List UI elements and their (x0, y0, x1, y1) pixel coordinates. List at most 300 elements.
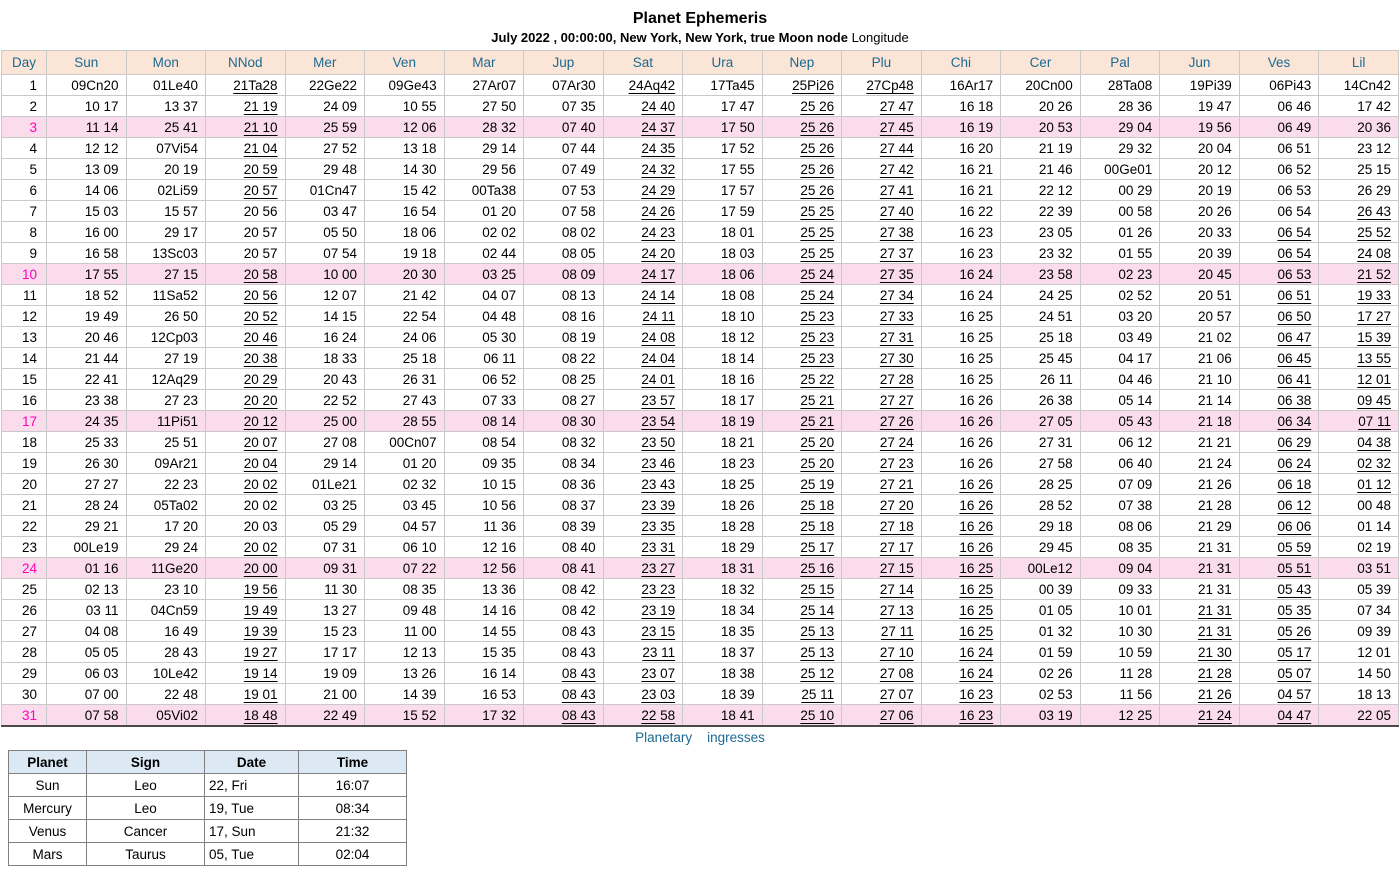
ephemeris-cell-jun: 21 29 (1160, 516, 1240, 537)
ephemeris-cell-jun: 21 18 (1160, 411, 1240, 432)
ephemeris-cell-sun: 11 14 (47, 117, 127, 138)
ephemeris-cell-jun: 20 51 (1160, 285, 1240, 306)
ephemeris-cell-chi: 16 26 (921, 495, 1001, 516)
ephemeris-cell-plu: 27 11 (842, 621, 922, 642)
day-cell: 8 (2, 222, 47, 243)
ephemeris-row-11 (2, 285, 1399, 306)
ephemeris-cell-plu: 27 40 (842, 201, 922, 222)
ephemeris-cell-chi: 16 26 (921, 516, 1001, 537)
ephemeris-cell-nep: 25 22 (762, 369, 842, 390)
ephemeris-cell-sat: 23 15 (603, 621, 683, 642)
ephemeris-cell-lil: 25 52 (1319, 222, 1399, 243)
ephemeris-cell-mar: 07 33 (444, 390, 524, 411)
ephemeris-cell-ves: 06 54 (1239, 222, 1319, 243)
ephemeris-cell-ven: 21 42 (365, 285, 445, 306)
ephemeris-cell-jun: 21 26 (1160, 474, 1240, 495)
ephemeris-cell-jup: 07 49 (524, 159, 604, 180)
column-header-plu: Plu (842, 51, 922, 75)
ephemeris-cell-nep: 25 23 (762, 348, 842, 369)
ephemeris-row-2 (2, 96, 1399, 117)
ephemeris-cell-lil: 17 27 (1319, 306, 1399, 327)
ephemeris-cell-cer: 25 45 (1001, 348, 1081, 369)
ephemeris-cell-sun: 17 55 (47, 264, 127, 285)
ephemeris-cell-jup: 08 43 (524, 705, 604, 727)
ingress-header-time: Time (299, 751, 407, 774)
ephemeris-cell-pal: 06 40 (1080, 453, 1160, 474)
ephemeris-cell-nep: 25 24 (762, 285, 842, 306)
ephemeris-cell-mon: 20 19 (126, 159, 206, 180)
ephemeris-cell-chi: 16 26 (921, 411, 1001, 432)
ephemeris-cell-jup: 08 19 (524, 327, 604, 348)
ephemeris-cell-sun: 16 58 (47, 243, 127, 264)
ephemeris-cell-ves: 05 51 (1239, 558, 1319, 579)
ephemeris-cell-jun: 21 06 (1160, 348, 1240, 369)
ephemeris-cell-jup: 08 43 (524, 642, 604, 663)
ephemeris-cell-ura: 17 47 (683, 96, 763, 117)
day-cell: 30 (2, 684, 47, 705)
column-header-sun: Sun (47, 51, 127, 75)
ephemeris-cell-chi: 16 24 (921, 285, 1001, 306)
ephemeris-cell-sat: 24 40 (603, 96, 683, 117)
ephemeris-cell-lil: 07 34 (1319, 600, 1399, 621)
ephemeris-cell-chi: 16 25 (921, 600, 1001, 621)
ephemeris-cell-nep: 25 26 (762, 180, 842, 201)
ephemeris-cell-ura: 18 38 (683, 663, 763, 684)
ephemeris-cell-pal: 03 20 (1080, 306, 1160, 327)
ephemeris-cell-ven: 15 42 (365, 180, 445, 201)
ephemeris-cell-nnod: 20 02 (206, 495, 286, 516)
ephemeris-body (2, 75, 1399, 727)
ephemeris-row-16 (2, 390, 1399, 411)
ephemeris-cell-ves: 06 24 (1239, 453, 1319, 474)
ephemeris-cell-pal: 00Ge01 (1080, 159, 1160, 180)
ephemeris-cell-lil: 07 11 (1319, 411, 1399, 432)
ephemeris-cell-ura: 18 32 (683, 579, 763, 600)
ephemeris-row-8 (2, 222, 1399, 243)
ephemeris-cell-cer: 22 12 (1001, 180, 1081, 201)
ephemeris-cell-nep: 25 26 (762, 159, 842, 180)
ephemeris-cell-ura: 18 12 (683, 327, 763, 348)
ephemeris-cell-mon: 07Vi54 (126, 138, 206, 159)
ephemeris-cell-jup: 08 39 (524, 516, 604, 537)
ephemeris-cell-sat: 24 17 (603, 264, 683, 285)
ephemeris-row-3 (2, 117, 1399, 138)
ephemeris-cell-jup: 07 44 (524, 138, 604, 159)
ephemeris-cell-pal: 00 58 (1080, 201, 1160, 222)
ephemeris-cell-nnod: 19 39 (206, 621, 286, 642)
ephemeris-cell-chi: 16 26 (921, 390, 1001, 411)
ephemeris-cell-mer: 21 00 (285, 684, 365, 705)
column-header-lil: Lil (1319, 51, 1399, 75)
ephemeris-cell-lil: 14 50 (1319, 663, 1399, 684)
ephemeris-cell-cer: 20 26 (1001, 96, 1081, 117)
ephemeris-cell-nnod: 20 56 (206, 201, 286, 222)
ephemeris-row-30 (2, 684, 1399, 705)
ephemeris-cell-ven: 22 54 (365, 306, 445, 327)
ephemeris-cell-cer: 27 31 (1001, 432, 1081, 453)
ephemeris-cell-jun: 20 57 (1160, 306, 1240, 327)
ephemeris-cell-cer: 24 51 (1001, 306, 1081, 327)
ephemeris-cell-nep: 25 20 (762, 432, 842, 453)
ephemeris-cell-plu: 27 10 (842, 642, 922, 663)
ephemeris-cell-cer: 26 38 (1001, 390, 1081, 411)
ephemeris-cell-jup: 08 42 (524, 579, 604, 600)
ephemeris-cell-mer: 22 52 (285, 390, 365, 411)
ephemeris-cell-ven: 18 06 (365, 222, 445, 243)
ephemeris-cell-chi: 16 26 (921, 474, 1001, 495)
ephemeris-cell-lil: 25 15 (1319, 159, 1399, 180)
ephemeris-cell-pal: 29 04 (1080, 117, 1160, 138)
ephemeris-cell-sat: 24 26 (603, 201, 683, 222)
ephemeris-cell-mon: 12Aq29 (126, 369, 206, 390)
ephemeris-cell-jun: 21 31 (1160, 558, 1240, 579)
ephemeris-cell-mar: 01 20 (444, 201, 524, 222)
ephemeris-cell-mar: 14 16 (444, 600, 524, 621)
day-cell: 5 (2, 159, 47, 180)
ephemeris-cell-jun: 21 21 (1160, 432, 1240, 453)
ingress-table (8, 750, 407, 866)
ingress-header-planet: Planet (9, 751, 87, 774)
ephemeris-cell-plu: 27 35 (842, 264, 922, 285)
ephemeris-cell-mer: 15 23 (285, 621, 365, 642)
ephemeris-cell-sat: 24 04 (603, 348, 683, 369)
day-cell: 12 (2, 306, 47, 327)
ephemeris-cell-ven: 02 32 (365, 474, 445, 495)
ingress-sign-cell: Cancer (87, 820, 205, 843)
ephemeris-cell-nep: 25 12 (762, 663, 842, 684)
ephemeris-cell-sun: 07 58 (47, 705, 127, 727)
ephemeris-cell-mon: 11Pi51 (126, 411, 206, 432)
ephemeris-cell-nnod: 21 04 (206, 138, 286, 159)
ingress-header-row (9, 751, 407, 774)
ephemeris-cell-pal: 04 17 (1080, 348, 1160, 369)
ephemeris-cell-sat: 23 35 (603, 516, 683, 537)
day-cell: 19 (2, 453, 47, 474)
day-cell: 16 (2, 390, 47, 411)
ephemeris-row-12 (2, 306, 1399, 327)
planetary-ingresses-label: Planetary ingresses (635, 730, 765, 745)
ephemeris-cell-jup: 08 30 (524, 411, 604, 432)
ephemeris-cell-mar: 16 53 (444, 684, 524, 705)
ephemeris-cell-sat: 24 20 (603, 243, 683, 264)
ephemeris-cell-sat: 23 07 (603, 663, 683, 684)
day-cell: 6 (2, 180, 47, 201)
ephemeris-cell-chi: 16 25 (921, 306, 1001, 327)
ephemeris-cell-ves: 05 17 (1239, 642, 1319, 663)
ephemeris-cell-cer: 21 46 (1001, 159, 1081, 180)
ephemeris-cell-jun: 21 31 (1160, 579, 1240, 600)
ephemeris-cell-ven: 28 55 (365, 411, 445, 432)
ephemeris-cell-mon: 17 20 (126, 516, 206, 537)
day-cell: 21 (2, 495, 47, 516)
ephemeris-cell-mer: 25 00 (285, 411, 365, 432)
ingress-row-mercury (9, 797, 407, 820)
ephemeris-cell-mon: 01Le40 (126, 75, 206, 96)
ephemeris-cell-ven: 15 52 (365, 705, 445, 727)
ephemeris-cell-ves: 06 38 (1239, 390, 1319, 411)
ephemeris-cell-lil: 12 01 (1319, 369, 1399, 390)
ephemeris-cell-nep: 25 20 (762, 453, 842, 474)
ephemeris-cell-plu: 27 37 (842, 243, 922, 264)
ephemeris-cell-cer: 22 39 (1001, 201, 1081, 222)
ephemeris-cell-pal: 05 14 (1080, 390, 1160, 411)
column-header-nep: Nep (762, 51, 842, 75)
ephemeris-cell-chi: 16 24 (921, 264, 1001, 285)
ephemeris-cell-pal: 06 12 (1080, 432, 1160, 453)
ephemeris-cell-sat: 24 23 (603, 222, 683, 243)
ephemeris-cell-ura: 17Ta45 (683, 75, 763, 96)
ephemeris-cell-lil: 19 33 (1319, 285, 1399, 306)
ephemeris-cell-ves: 06 53 (1239, 180, 1319, 201)
ephemeris-cell-ven: 14 39 (365, 684, 445, 705)
ephemeris-cell-nnod: 21 10 (206, 117, 286, 138)
ephemeris-cell-pal: 02 52 (1080, 285, 1160, 306)
ingress-planet-cell: Sun (9, 774, 87, 797)
ephemeris-cell-lil: 01 12 (1319, 474, 1399, 495)
ephemeris-cell-lil: 13 55 (1319, 348, 1399, 369)
ephemeris-cell-lil: 09 45 (1319, 390, 1399, 411)
ephemeris-cell-plu: 27 30 (842, 348, 922, 369)
ephemeris-cell-mar: 10 15 (444, 474, 524, 495)
ephemeris-cell-pal: 04 46 (1080, 369, 1160, 390)
ephemeris-cell-lil: 14Cn42 (1319, 75, 1399, 96)
ephemeris-cell-mon: 09Ar21 (126, 453, 206, 474)
ephemeris-cell-chi: 16 26 (921, 432, 1001, 453)
ephemeris-cell-jup: 08 32 (524, 432, 604, 453)
ephemeris-cell-nep: 25 26 (762, 96, 842, 117)
ephemeris-cell-sun: 26 30 (47, 453, 127, 474)
ephemeris-cell-plu: 27 34 (842, 285, 922, 306)
ephemeris-cell-plu: 27 17 (842, 537, 922, 558)
ephemeris-cell-plu: 27 20 (842, 495, 922, 516)
ephemeris-cell-cer: 29 45 (1001, 537, 1081, 558)
ephemeris-cell-jup: 08 05 (524, 243, 604, 264)
ephemeris-cell-sun: 01 16 (47, 558, 127, 579)
column-header-ves: Ves (1239, 51, 1319, 75)
ephemeris-cell-mer: 20 43 (285, 369, 365, 390)
day-cell: 4 (2, 138, 47, 159)
ephemeris-cell-mar: 17 32 (444, 705, 524, 727)
ephemeris-cell-nep: 25 16 (762, 558, 842, 579)
ephemeris-cell-mon: 26 50 (126, 306, 206, 327)
ephemeris-cell-ura: 18 41 (683, 705, 763, 727)
ephemeris-cell-plu: 27 06 (842, 705, 922, 727)
ephemeris-cell-jun: 21 02 (1160, 327, 1240, 348)
ephemeris-cell-mer: 12 07 (285, 285, 365, 306)
ephemeris-cell-nep: 25Pi26 (762, 75, 842, 96)
day-cell: 24 (2, 558, 47, 579)
day-cell: 23 (2, 537, 47, 558)
ephemeris-cell-lil: 02 19 (1319, 537, 1399, 558)
ephemeris-cell-lil: 12 01 (1319, 642, 1399, 663)
ephemeris-cell-nnod: 20 56 (206, 285, 286, 306)
ephemeris-cell-plu: 27 14 (842, 579, 922, 600)
ephemeris-cell-mar: 02 44 (444, 243, 524, 264)
ephemeris-cell-sun: 16 00 (47, 222, 127, 243)
ephemeris-cell-ura: 18 17 (683, 390, 763, 411)
ephemeris-cell-mon: 15 57 (126, 201, 206, 222)
ephemeris-cell-ven: 03 45 (365, 495, 445, 516)
ephemeris-cell-nep: 25 25 (762, 222, 842, 243)
ephemeris-cell-chi: 16 18 (921, 96, 1001, 117)
ephemeris-cell-nep: 25 21 (762, 390, 842, 411)
day-cell: 22 (2, 516, 47, 537)
ephemeris-cell-pal: 08 06 (1080, 516, 1160, 537)
ephemeris-cell-nnod: 20 00 (206, 558, 286, 579)
ephemeris-row-21 (2, 495, 1399, 516)
ephemeris-cell-lil: 26 29 (1319, 180, 1399, 201)
ephemeris-cell-mer: 11 30 (285, 579, 365, 600)
ephemeris-cell-chi: 16 23 (921, 705, 1001, 727)
ephemeris-row-4 (2, 138, 1399, 159)
ephemeris-cell-ves: 06 47 (1239, 327, 1319, 348)
ephemeris-cell-ves: 06 18 (1239, 474, 1319, 495)
ephemeris-cell-mon: 11Sa52 (126, 285, 206, 306)
ephemeris-cell-nep: 25 10 (762, 705, 842, 727)
ephemeris-cell-nep: 25 23 (762, 306, 842, 327)
ephemeris-cell-ves: 05 07 (1239, 663, 1319, 684)
ephemeris-cell-chi: 16 25 (921, 579, 1001, 600)
ephemeris-cell-ura: 18 28 (683, 516, 763, 537)
ephemeris-cell-lil: 23 12 (1319, 138, 1399, 159)
ephemeris-cell-mon: 28 43 (126, 642, 206, 663)
ephemeris-cell-ves: 05 59 (1239, 537, 1319, 558)
ephemeris-cell-lil: 01 14 (1319, 516, 1399, 537)
ephemeris-cell-nnod: 20 29 (206, 369, 286, 390)
column-header-mar: Mar (444, 51, 524, 75)
ephemeris-row-19 (2, 453, 1399, 474)
ephemeris-cell-ven: 11 00 (365, 621, 445, 642)
ephemeris-cell-ves: 06 54 (1239, 201, 1319, 222)
ephemeris-table (1, 50, 1399, 727)
ephemeris-row-26 (2, 600, 1399, 621)
ephemeris-cell-ven: 04 57 (365, 516, 445, 537)
ephemeris-cell-mon: 22 48 (126, 684, 206, 705)
ephemeris-cell-sun: 15 03 (47, 201, 127, 222)
ephemeris-cell-plu: 27 18 (842, 516, 922, 537)
ephemeris-cell-ura: 18 39 (683, 684, 763, 705)
ephemeris-cell-mer: 24 09 (285, 96, 365, 117)
ephemeris-cell-jup: 08 09 (524, 264, 604, 285)
ephemeris-cell-chi: 16 23 (921, 684, 1001, 705)
ephemeris-row-29 (2, 663, 1399, 684)
ephemeris-cell-cer: 24 25 (1001, 285, 1081, 306)
ephemeris-cell-sat: 24 32 (603, 159, 683, 180)
ephemeris-cell-sat: 24 08 (603, 327, 683, 348)
ephemeris-row-5 (2, 159, 1399, 180)
ephemeris-cell-chi: 16 26 (921, 537, 1001, 558)
ephemeris-cell-sun: 03 11 (47, 600, 127, 621)
ephemeris-row-15 (2, 369, 1399, 390)
ephemeris-cell-mer: 29 48 (285, 159, 365, 180)
ephemeris-cell-cer: 01 59 (1001, 642, 1081, 663)
ephemeris-cell-mer: 19 09 (285, 663, 365, 684)
ephemeris-cell-ves: 06 06 (1239, 516, 1319, 537)
ephemeris-cell-mar: 05 30 (444, 327, 524, 348)
ephemeris-cell-cer: 00 39 (1001, 579, 1081, 600)
ephemeris-cell-lil: 09 39 (1319, 621, 1399, 642)
ephemeris-cell-ura: 18 29 (683, 537, 763, 558)
ephemeris-cell-sun: 27 27 (47, 474, 127, 495)
ephemeris-cell-sat: 24 37 (603, 117, 683, 138)
ephemeris-cell-sun: 04 08 (47, 621, 127, 642)
ephemeris-cell-chi: 16 23 (921, 222, 1001, 243)
ephemeris-cell-ves: 06Pi43 (1239, 75, 1319, 96)
ephemeris-cell-chi: 16 23 (921, 243, 1001, 264)
ephemeris-cell-sun: 19 49 (47, 306, 127, 327)
ephemeris-cell-nep: 25 18 (762, 495, 842, 516)
ephemeris-cell-jup: 08 34 (524, 453, 604, 474)
ephemeris-cell-sun: 29 21 (47, 516, 127, 537)
ephemeris-cell-mer: 29 14 (285, 453, 365, 474)
ephemeris-cell-nnod: 19 01 (206, 684, 286, 705)
ephemeris-cell-nnod: 20 07 (206, 432, 286, 453)
ephemeris-cell-ura: 18 06 (683, 264, 763, 285)
ephemeris-cell-nnod: 18 48 (206, 705, 286, 727)
ephemeris-cell-sat: 24 14 (603, 285, 683, 306)
ephemeris-cell-ura: 17 55 (683, 159, 763, 180)
column-header-chi: Chi (921, 51, 1001, 75)
ephemeris-cell-mon: 11Ge20 (126, 558, 206, 579)
ephemeris-cell-jun: 20 19 (1160, 180, 1240, 201)
ephemeris-cell-ven: 12 13 (365, 642, 445, 663)
ephemeris-cell-jun: 21 28 (1160, 663, 1240, 684)
ephemeris-row-22 (2, 516, 1399, 537)
ephemeris-cell-mar: 12 56 (444, 558, 524, 579)
ephemeris-cell-sun: 25 33 (47, 432, 127, 453)
ephemeris-cell-nnod: 19 27 (206, 642, 286, 663)
ephemeris-cell-mon: 02Li59 (126, 180, 206, 201)
ephemeris-cell-ves: 06 52 (1239, 159, 1319, 180)
ephemeris-cell-chi: 16Ar17 (921, 75, 1001, 96)
ephemeris-cell-ves: 06 45 (1239, 348, 1319, 369)
ephemeris-row-28 (2, 642, 1399, 663)
ephemeris-cell-ves: 06 49 (1239, 117, 1319, 138)
ephemeris-cell-mon: 13 37 (126, 96, 206, 117)
day-cell: 31 (2, 705, 47, 727)
ephemeris-cell-ven: 01 20 (365, 453, 445, 474)
ephemeris-cell-ura: 18 31 (683, 558, 763, 579)
ephemeris-cell-chi: 16 25 (921, 348, 1001, 369)
column-header-jun: Jun (1160, 51, 1240, 75)
ephemeris-cell-nnod: 20 38 (206, 348, 286, 369)
ephemeris-cell-ves: 06 54 (1239, 243, 1319, 264)
ephemeris-cell-ves: 04 47 (1239, 705, 1319, 727)
ephemeris-cell-plu: 27Cp48 (842, 75, 922, 96)
ephemeris-row-1 (2, 75, 1399, 96)
ephemeris-cell-jup: 08 16 (524, 306, 604, 327)
ephemeris-cell-sat: 24 29 (603, 180, 683, 201)
ephemeris-cell-lil: 18 13 (1319, 684, 1399, 705)
ephemeris-cell-cer: 26 11 (1001, 369, 1081, 390)
ephemeris-cell-jun: 21 31 (1160, 600, 1240, 621)
ingress-body (9, 774, 407, 866)
ephemeris-cell-sat: 23 43 (603, 474, 683, 495)
day-cell: 25 (2, 579, 47, 600)
ephemeris-cell-plu: 27 31 (842, 327, 922, 348)
ephemeris-cell-ves: 06 12 (1239, 495, 1319, 516)
ingress-sign-cell: Leo (87, 797, 205, 820)
ephemeris-cell-mar: 16 14 (444, 663, 524, 684)
ephemeris-cell-jup: 08 42 (524, 600, 604, 621)
ephemeris-cell-chi: 16 21 (921, 159, 1001, 180)
ephemeris-cell-chi: 16 26 (921, 453, 1001, 474)
ephemeris-cell-mon: 25 51 (126, 432, 206, 453)
day-cell: 11 (2, 285, 47, 306)
ephemeris-cell-ves: 06 50 (1239, 306, 1319, 327)
ephemeris-cell-mar: 13 36 (444, 579, 524, 600)
column-header-pal: Pal (1080, 51, 1160, 75)
